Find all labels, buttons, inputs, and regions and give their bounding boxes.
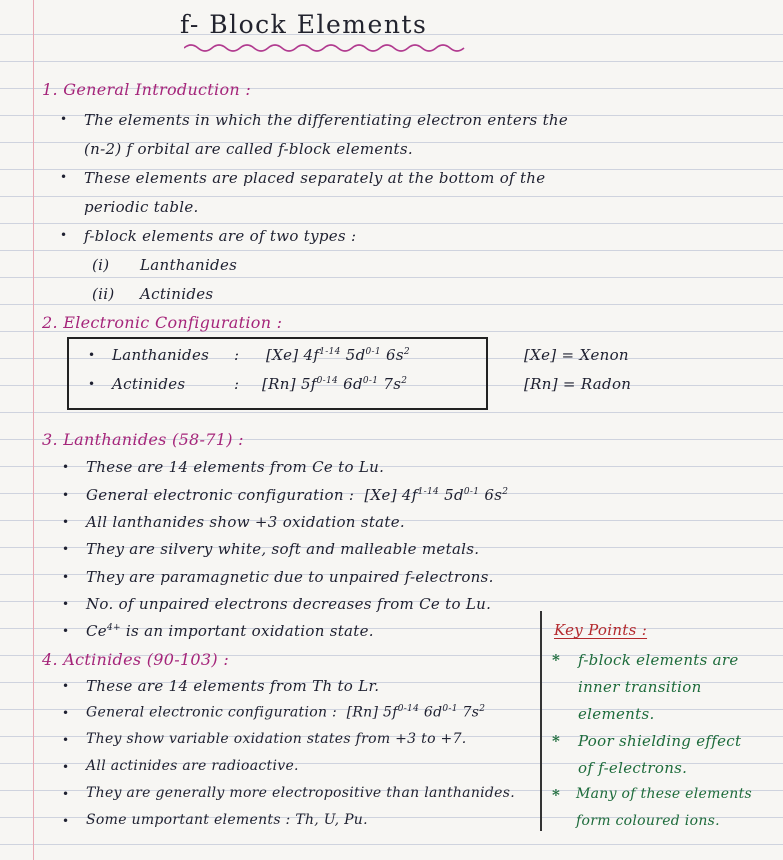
config-actinides-formula: [Rn] $5f^{0-14}$ $6d^{0-1}$ $7s^2$ xyxy=(262,375,408,393)
bullet-icon: • xyxy=(62,706,70,720)
config-actinides-label: Actinides xyxy=(112,375,186,393)
actinides-point-3: They show variable oxidation states from +3 to +7. xyxy=(86,731,467,747)
title-underline xyxy=(184,42,474,54)
bullet-icon: • xyxy=(62,597,70,611)
actinides-point-5: They are generally more electropositive than lanthanides. xyxy=(86,785,516,801)
key-points-heading: Key Points : xyxy=(554,621,648,639)
bullet-icon: • xyxy=(62,679,70,693)
margin-line xyxy=(33,0,34,860)
intro-bullet-3: f-block elements are of two types : xyxy=(84,227,357,245)
section-heading-lanthanides: 3. Lanthanides (58-71) : xyxy=(42,430,244,449)
config-lanthanides-formula: [Xe] $4f^{1-14}$ $5d^{0-1}$ $6s^2$ xyxy=(266,346,410,364)
lanthanides-point-7: $Ce^{4+}$ is an important oxidation state. xyxy=(86,622,374,640)
bullet-icon: • xyxy=(62,570,70,584)
lanthanides-point-3: All lanthanides show +3 oxidation state. xyxy=(86,513,405,531)
key-point-1-line-2: inner transition xyxy=(578,678,702,696)
bullet-icon: • xyxy=(62,542,70,556)
actinides-point-4: All actinides are radioactive. xyxy=(86,758,299,774)
key-point-2-line-2: of f-electrons. xyxy=(578,759,688,777)
intro-bullet-1-line-1: The elements in which the differentiating electron enters the xyxy=(84,111,569,129)
bullet-icon: • xyxy=(62,760,70,774)
radon-note: [Rn] = Radon xyxy=(524,375,632,393)
bullet-icon: • xyxy=(62,733,70,747)
xenon-note: [Xe] = Xenon xyxy=(524,346,629,364)
actinides-point-6: Some umportant elements : Th, U, Pu. xyxy=(86,812,368,828)
type-2-number: (ii) xyxy=(92,285,115,303)
key-points-divider xyxy=(540,611,542,831)
page-title: f- Block Elements xyxy=(180,10,428,39)
star-icon: * xyxy=(552,732,561,750)
bullet-icon: • xyxy=(60,112,68,126)
bullet-icon: • xyxy=(88,377,96,391)
config-lanthanides-label: Lanthanides xyxy=(112,346,210,364)
intro-bullet-1-line-2: (n-2) f orbital are called f-block elements. xyxy=(84,140,413,158)
key-point-1-line-3: elements. xyxy=(578,705,655,723)
intro-bullet-2-line-2: periodic table. xyxy=(84,198,199,216)
type-1-label: Lanthanides xyxy=(140,256,238,274)
config-actinides-colon: : xyxy=(234,375,240,393)
bullet-icon: • xyxy=(60,170,68,184)
star-icon: * xyxy=(552,786,561,804)
type-1-number: (i) xyxy=(92,256,110,274)
bullet-icon: • xyxy=(62,814,70,828)
key-point-2-line-1: Poor shielding effect xyxy=(578,732,742,750)
key-point-3-line-1: Many of these elements xyxy=(576,786,753,802)
lanthanides-point-4: They are silvery white, soft and malleable metals. xyxy=(86,540,480,558)
lanthanides-point-5: They are paramagnetic due to unpaired f-electrons. xyxy=(86,568,494,586)
config-lanthanides-colon: : xyxy=(234,346,240,364)
bullet-icon: • xyxy=(60,228,68,242)
actinides-point-2: General electronic configuration : [Rn] $5f^{0-14}$ $6d^{0-1}$ $7s^2$ xyxy=(86,704,486,721)
bullet-icon: • xyxy=(62,787,70,801)
key-point-3-line-2: form coloured ions. xyxy=(576,813,720,829)
section-heading-general-introduction: 1. General Introduction : xyxy=(42,80,252,99)
section-heading-actinides: 4. Actinides (90-103) : xyxy=(42,650,230,669)
bullet-icon: • xyxy=(62,460,70,474)
bullet-icon: • xyxy=(62,488,70,502)
bullet-icon: • xyxy=(62,624,70,638)
key-point-1-line-1: f-block elements are xyxy=(578,651,739,669)
lanthanides-point-6: No. of unpaired electrons decreases from Ce to Lu. xyxy=(86,595,492,613)
actinides-point-1: These are 14 elements from Th to Lr. xyxy=(86,677,380,695)
bullet-icon: • xyxy=(88,348,96,362)
intro-bullet-2-line-1: These elements are placed separately at the bottom of the xyxy=(84,169,546,187)
type-2-label: Actinides xyxy=(140,285,214,303)
section-heading-electronic-configuration: 2. Electronic Configuration : xyxy=(42,313,283,332)
star-icon: * xyxy=(552,651,561,669)
lanthanides-point-1: These are 14 elements from Ce to Lu. xyxy=(86,458,385,476)
bullet-icon: • xyxy=(62,515,70,529)
lanthanides-point-2: General electronic configuration : [Xe] $4f^{1-14}$ $5d^{0-1}$ $6s^2$ xyxy=(86,486,509,504)
